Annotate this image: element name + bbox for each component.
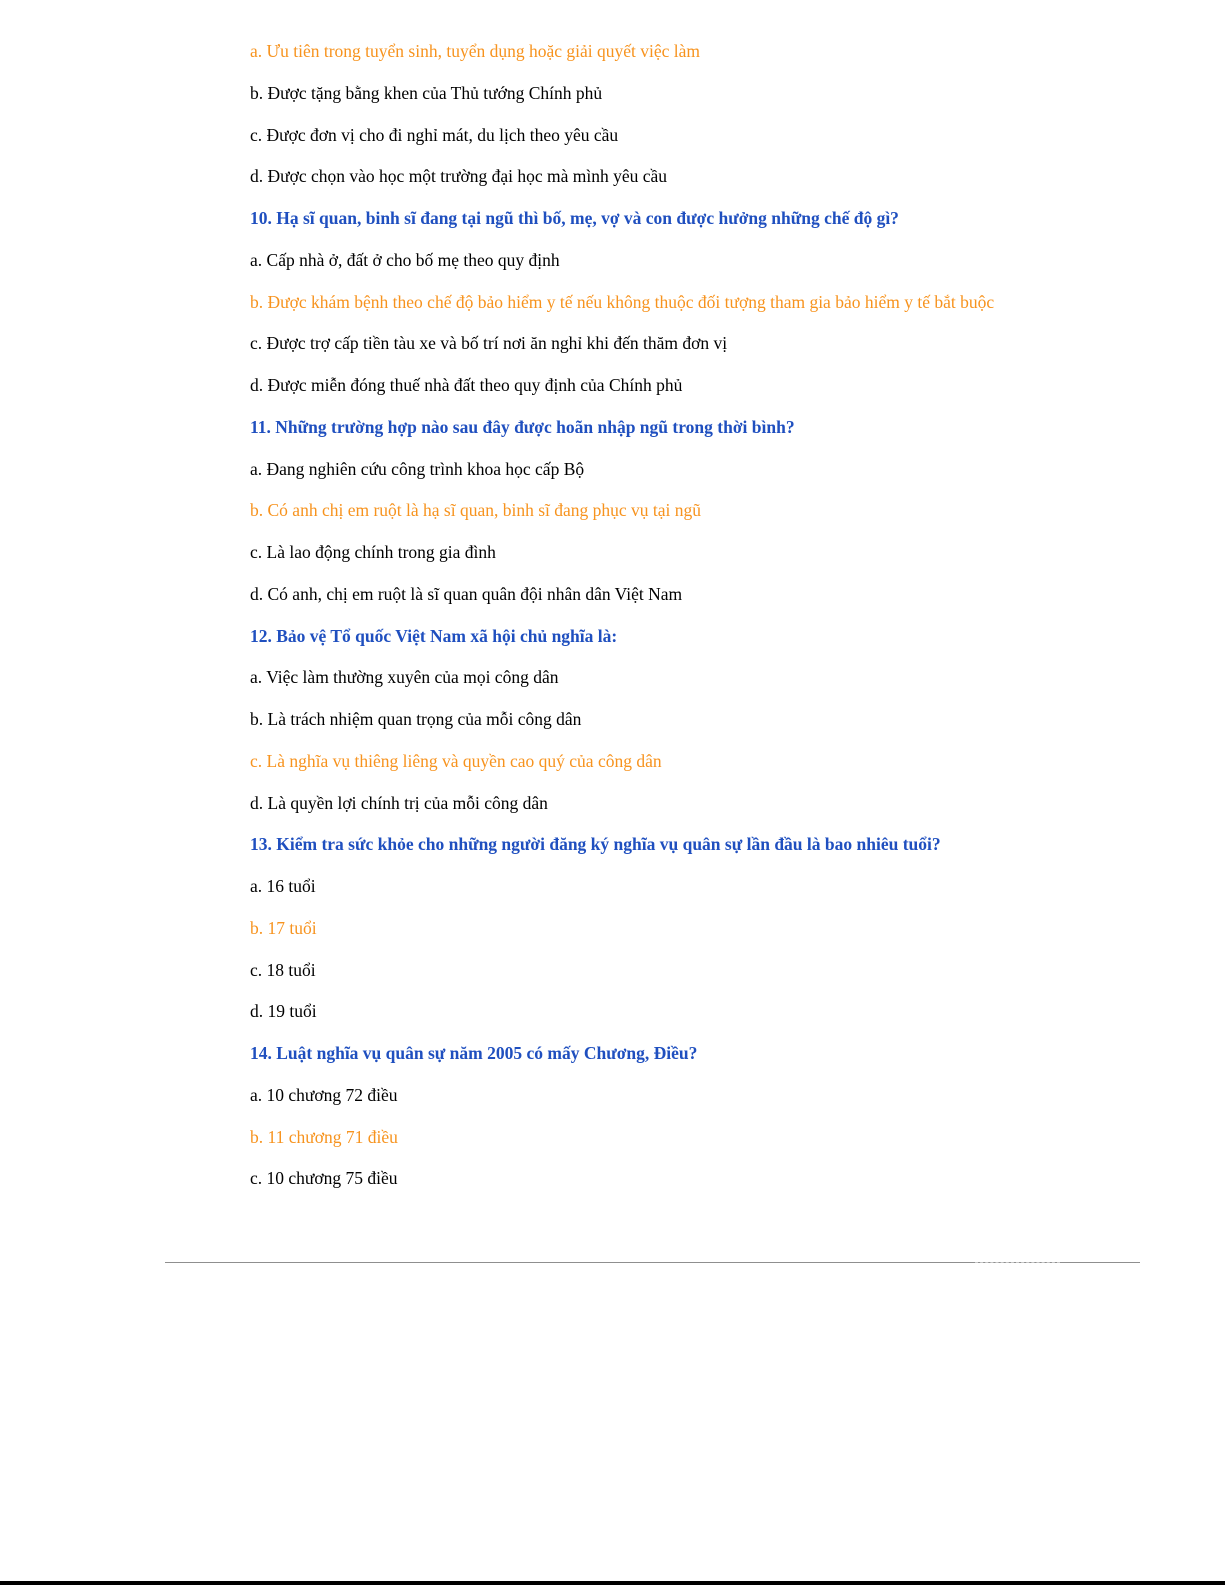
answer-line: b. 17 tuổi (250, 917, 317, 938)
answer-line: d. Là quyền lợi chính trị của mỗi công dân (250, 792, 548, 813)
answer-line: b. Là trách nhiệm quan trọng của mỗi công dân (250, 709, 582, 729)
answer-line: d. 19 tuổi (250, 1001, 317, 1022)
question-heading: 14. Luật nghĩa vụ quân sự năm 2005 có mấy Chương, Điều? (250, 1043, 698, 1063)
answer-line: c. 10 chương 75 điều (250, 1168, 398, 1189)
answer-line: c. Được trợ cấp tiền tàu xe và bố trí nơi ăn nghỉ khi đến thăm đơn vị (250, 333, 728, 354)
question-heading: 10. Hạ sĩ quan, binh sĩ đang tại ngũ thì bố, mẹ, vợ và con được hưởng những chế độ gì? (250, 208, 899, 228)
answer-line: c. Được đơn vị cho đi nghỉ mát, du lịch theo yêu cầu (250, 124, 619, 145)
question-heading: 12. Bảo vệ Tổ quốc Việt Nam xã hội chủ nghĩa là: (250, 625, 618, 646)
answer-line: c. Là nghĩa vụ thiêng liêng và quyền cao quý của công dân (250, 750, 662, 771)
answer-line: d. Được miễn đóng thuế nhà đất theo quy định của Chính phủ (250, 375, 683, 395)
page-bottom-edge (0, 1581, 1225, 1585)
answer-line: b. Được khám bệnh theo chế độ bảo hiểm y tế nếu không thuộc đối tượng tham gia bảo hiểm y tế bắt buộc (250, 291, 995, 312)
answer-line: d. Có anh, chị em ruột là sĩ quan quân đội nhân dân Việt Nam (250, 583, 683, 604)
answer-line: b. Có anh chị em ruột là hạ sĩ quan, binh sĩ đang phục vụ tại ngũ (250, 500, 702, 521)
quiz-content (250, 38, 1130, 1207)
answer-line: a. Ưu tiên trong tuyển sinh, tuyển dụng hoặc giải quyết việc làm (250, 41, 701, 61)
answer-line: d. Được chọn vào học một trường đại học mà mình yêu cầu (250, 166, 668, 187)
answer-line: a. 16 tuổi (250, 876, 316, 896)
answer-line: a. Cấp nhà ở, đất ở cho bố mẹ theo quy định (250, 249, 560, 270)
answer-line: c. Là lao động chính trong gia đình (250, 542, 496, 562)
answer-line: c. 18 tuổi (250, 959, 316, 980)
answer-line: b. Được tặng bằng khen của Thủ tướng Chính phủ (250, 82, 603, 103)
answer-line: b. 11 chương 71 điều (250, 1126, 398, 1147)
question-heading: 13. Kiểm tra sức khỏe cho những người đăng ký nghĩa vụ quân sự lần đầu là bao nhiêu tuổi? (250, 834, 941, 855)
answer-line: a. Việc làm thường xuyên của mọi công dân (250, 667, 559, 688)
question-heading: 11. Những trường hợp nào sau đây được hoãn nhập ngũ trong thời bình? (250, 416, 795, 437)
answer-line: a. 10 chương 72 điều (250, 1084, 398, 1105)
footer-divider-tail (975, 1262, 1060, 1263)
answer-line: a. Đang nghiên cứu công trình khoa học cấp Bộ (250, 458, 585, 479)
